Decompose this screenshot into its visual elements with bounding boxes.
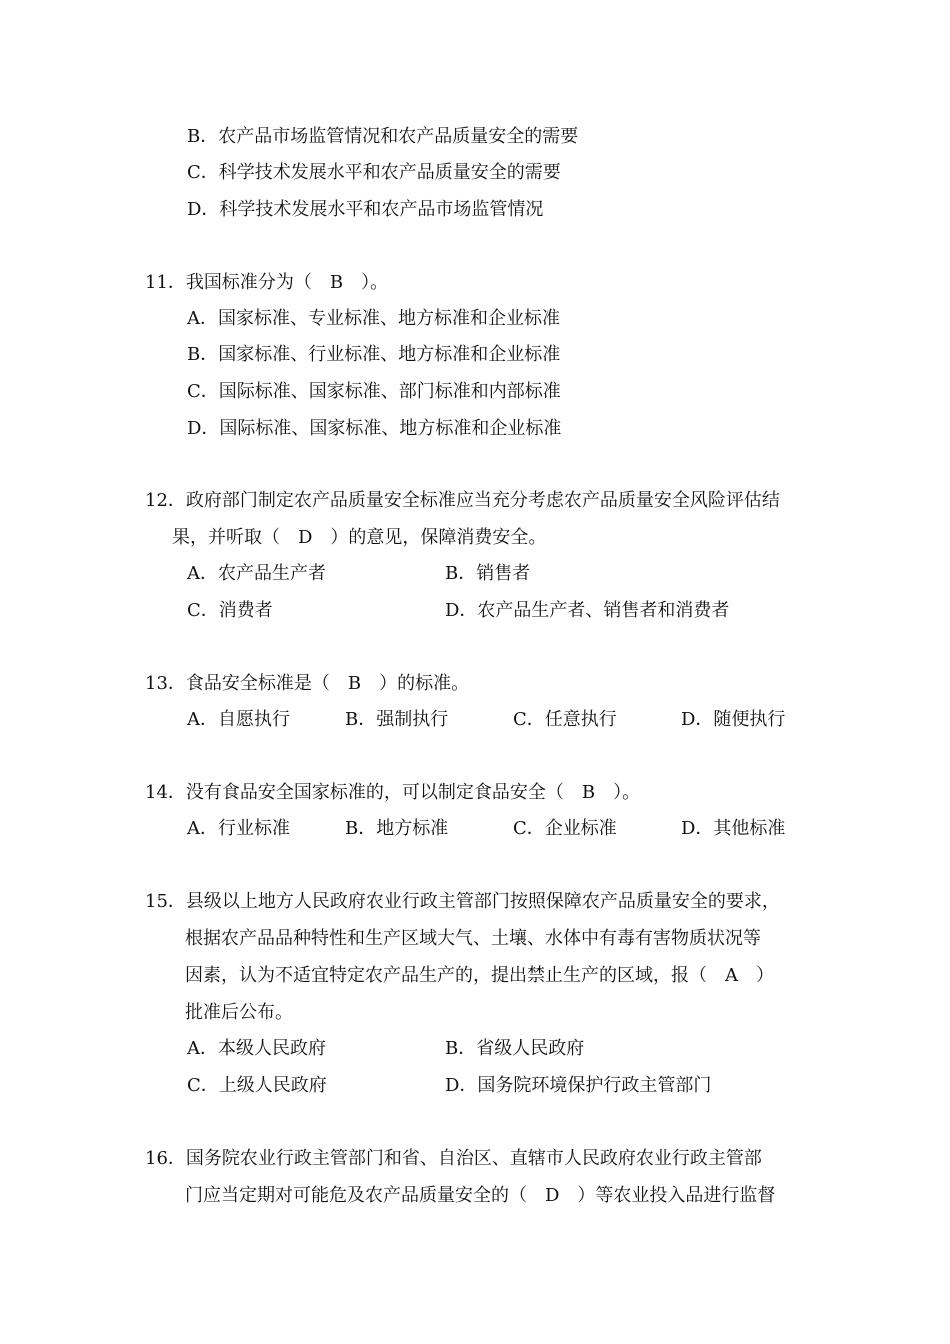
q12-option-c: C．消费者 bbox=[187, 600, 273, 621]
q13-option-d: D．随便执行 bbox=[681, 709, 786, 730]
q16-stem-line2: 门应当定期对可能危及农产品质量安全的（ D ）等农业投入品进行监督 bbox=[185, 1185, 776, 1206]
q14-option-c: C．企业标准 bbox=[513, 818, 617, 839]
q15-stem-line2: 根据农产品品种特性和生产区域大气、土壤、水体中有毒有害物质状况等 bbox=[185, 928, 761, 949]
q15-stem-line1: 15．县级以上地方人民政府农业行政主管部门按照保障农产品质量安全的要求， bbox=[145, 891, 780, 912]
q15-stem-line3: 因素，认为不适宜特定农产品生产的，提出禁止生产的区域，报（ A ） bbox=[185, 965, 774, 986]
q15-option-b: B．省级人民政府 bbox=[445, 1038, 585, 1059]
q15-option-a: A．本级人民政府 bbox=[187, 1038, 326, 1059]
q15-stem-line4: 批准后公布。 bbox=[185, 1002, 293, 1023]
q11-option-d: D．国际标准、国家标准、地方标准和企业标准 bbox=[187, 418, 562, 439]
q16-stem-line1: 16．国务院农业行政主管部门和省、自治区、直辖市人民政府农业行政主管部 bbox=[145, 1148, 762, 1169]
q10-option-d: D．科学技术发展水平和农产品市场监管情况 bbox=[187, 199, 544, 220]
q12-stem-line1: 12．政府部门制定农产品质量安全标准应当充分考虑农产品质量安全风险评估结 bbox=[145, 490, 780, 511]
q12-option-b: B．销售者 bbox=[445, 563, 531, 584]
q13-option-c: C．任意执行 bbox=[513, 709, 617, 730]
q12-option-a: A．农产品生产者 bbox=[187, 563, 326, 584]
q10-option-b: B．农产品市场监管情况和农产品质量安全的需要 bbox=[187, 126, 579, 147]
q10-option-c: C．科学技术发展水平和农产品质量安全的需要 bbox=[187, 162, 561, 183]
q11-stem: 11．我国标准分为（ B ）。 bbox=[145, 272, 389, 293]
q11-option-c: C．国际标准、国家标准、部门标准和内部标准 bbox=[187, 381, 561, 402]
q14-option-d: D．其他标准 bbox=[681, 818, 786, 839]
q14-stem: 14．没有食品安全国家标准的，可以制定食品安全（ B ）。 bbox=[145, 782, 641, 803]
q14-option-b: B．地方标准 bbox=[345, 818, 449, 839]
q15-option-c: C．上级人民政府 bbox=[187, 1075, 327, 1096]
q14-option-a: A．行业标准 bbox=[187, 818, 290, 839]
q12-stem-line2: 果，并听取（ D ）的意见，保障消费安全。 bbox=[172, 527, 547, 548]
q12-option-d: D．农产品生产者、销售者和消费者 bbox=[445, 600, 730, 621]
q11-option-a: A．国家标准、专业标准、地方标准和企业标准 bbox=[187, 308, 560, 329]
q11-option-b: B．国家标准、行业标准、地方标准和企业标准 bbox=[187, 344, 561, 365]
q13-stem: 13．食品安全标准是（ B ）的标准。 bbox=[145, 673, 470, 694]
q13-option-a: A．自愿执行 bbox=[187, 709, 290, 730]
q15-option-d: D．国务院环境保护行政主管部门 bbox=[445, 1075, 712, 1096]
q13-option-b: B．强制执行 bbox=[345, 709, 449, 730]
